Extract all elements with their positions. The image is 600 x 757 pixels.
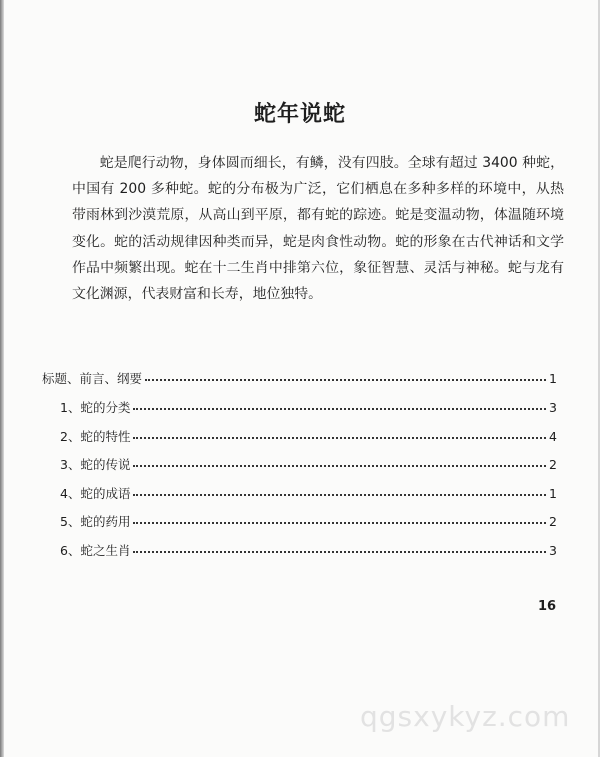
toc-entry-characteristics xyxy=(60,427,557,445)
toc-entry-label: 3、蛇的传说 xyxy=(60,457,131,472)
toc-entry-label: 2、蛇的特性 xyxy=(60,429,131,444)
toc-entry-page: 1 xyxy=(549,370,557,386)
toc-entry-page: 3 xyxy=(549,399,557,415)
toc-entry-label: 4、蛇的成语 xyxy=(60,486,131,501)
toc-entry-label: 6、蛇之生肖 xyxy=(60,543,131,558)
toc-entry-medicinal xyxy=(60,512,557,530)
toc-entry-page: 2 xyxy=(549,456,557,472)
toc-entry-outline xyxy=(42,369,557,387)
toc-dot-leader xyxy=(133,494,546,496)
intro-paragraph: 蛇是爬行动物，身体圆而细长，有鳞，没有四肢。全球有超过 3400 种蛇，中国有 200 多种蛇。蛇的分布极为广泛，它们栖息在多种多样的环境中，从热带雨林到沙漠荒原，从高山到平原，都有蛇的踪迹。蛇是变温动物，体温随环境变化。蛇的活动规律因种类而异，蛇是肉食性动物。蛇的形象在古代神话和文学作品中频繁出现。蛇在十二生肖中排第六位，象征智慧、灵活与神秘。蛇与龙有文化渊源，代表财富和长寿，地位独特。 xyxy=(72,155,564,303)
toc-entry-idioms xyxy=(60,484,557,502)
toc-entry-page: 2 xyxy=(549,513,557,529)
toc-dot-leader xyxy=(145,379,546,381)
toc-dot-leader xyxy=(133,522,546,524)
toc-entry-page: 3 xyxy=(549,542,557,558)
watermark: qgsxykyz.com xyxy=(360,700,571,733)
toc-dot-leader xyxy=(133,551,546,553)
toc-entry-label: 5、蛇的药用 xyxy=(60,514,131,529)
toc-entry-label: 1、蛇的分类 xyxy=(60,400,131,415)
toc-entry-zodiac xyxy=(60,541,557,559)
page-number: 16 xyxy=(538,599,557,614)
toc-entry-page: 4 xyxy=(549,428,557,444)
toc-entry-page: 1 xyxy=(549,485,557,501)
toc-dot-leader xyxy=(133,465,546,467)
toc-dot-leader xyxy=(133,437,546,439)
document-title: 蛇年说蛇 xyxy=(253,102,346,127)
toc-entry-legends xyxy=(60,455,557,473)
toc-dot-leader xyxy=(133,408,546,410)
toc-entry-classification xyxy=(60,398,557,416)
toc-entry-label: 标题、前言、纲要 xyxy=(42,371,143,386)
